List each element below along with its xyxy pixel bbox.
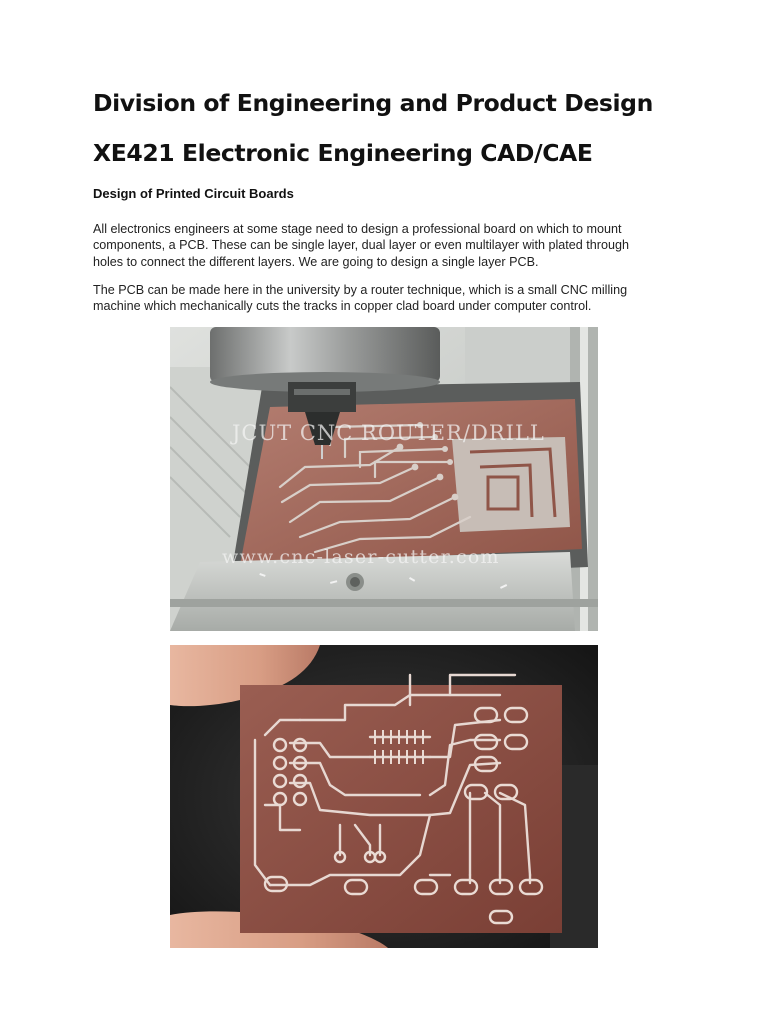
division-title: Division of Engineering and Product Design (93, 89, 653, 117)
cnc-router-photo (170, 327, 598, 631)
milled-pcb-photo (170, 645, 598, 948)
paragraph-intro: All electronics engineers at some stage need to design a professional board on which to mount components, a PCB. These can be single layer, dual layer or even multilayer with plated through holes to connect the different layers. We are going to design a single layer PCB. (93, 222, 630, 269)
router-watermark-top: JCUT CNC ROUTER/DRILL (232, 421, 545, 445)
paragraph-router: The PCB can be made here in the university by a router technique, which is a small CNC milling machine which mechanically cuts the tracks in copper clad board under computer control. (93, 283, 628, 314)
section-heading: Design of Printed Circuit Boards (93, 186, 294, 201)
router-watermark-bottom: www.cnc-laser-cutter.com (222, 546, 500, 568)
course-title: XE421 Electronic Engineering CAD/CAE (93, 139, 593, 167)
